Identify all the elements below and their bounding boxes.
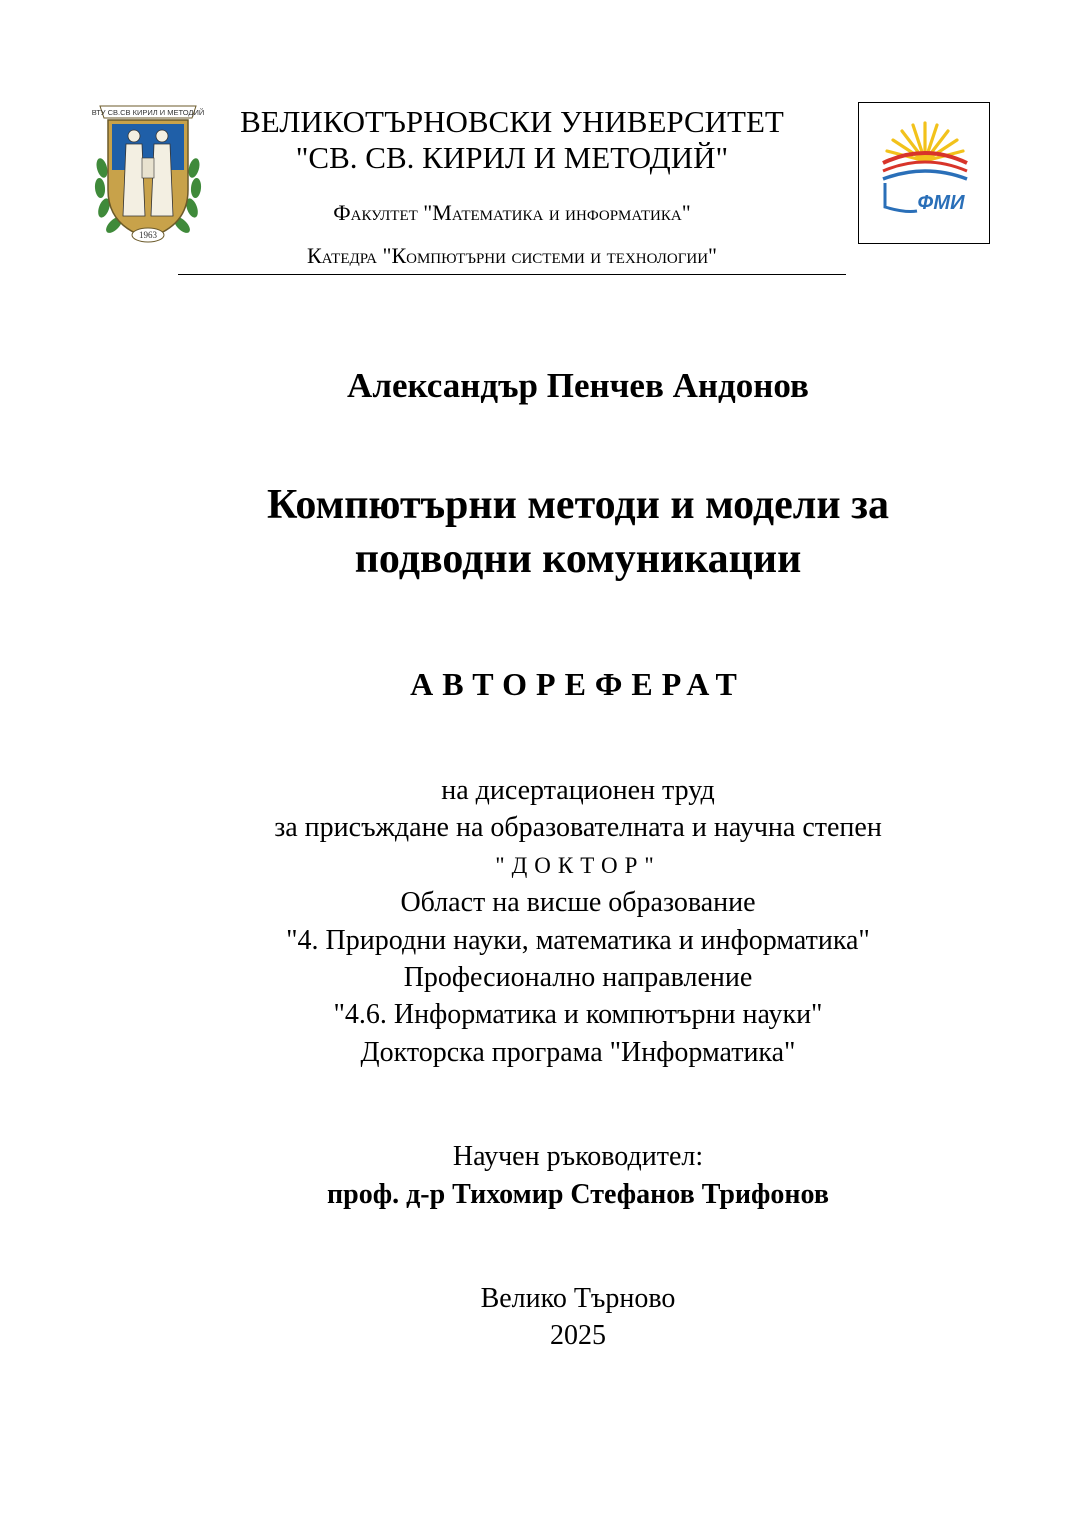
- details-degree: "ДОКТОР": [495, 852, 661, 878]
- header-divider: [178, 274, 846, 275]
- faculty-logo-text: ФМИ: [917, 192, 965, 214]
- details-line-direction: "4.6. Информатика и компютърни науки": [333, 999, 823, 1031]
- university-name-line2: "СВ. СВ. КИРИЛ И МЕТОДИЙ": [295, 140, 729, 175]
- faculty-logo: [875, 113, 975, 231]
- faculty-logo-frame: [858, 102, 990, 244]
- details-line-field: "4. Природни науки, математика и информатика": [286, 924, 870, 956]
- year: 2025: [550, 1320, 606, 1351]
- faculty-name: Факултет "Математика и информатика": [333, 200, 691, 225]
- supervisor-label: Научен ръководител:: [452, 1141, 704, 1172]
- thesis-title: [80, 478, 1076, 586]
- thesis-title-line1: Компютърни методи и модели за: [267, 482, 889, 528]
- place: Велико Търново: [480, 1283, 676, 1314]
- degree-details: [80, 772, 1076, 1071]
- details-line-program: Докторска програма "Информатика": [360, 1036, 796, 1068]
- author-name: Александър Пенчев Андонов: [347, 366, 809, 405]
- crest-ribbon-text: ВТУ СВ.СВ КИРИЛ И МЕТОДИЙ: [92, 108, 204, 117]
- department-name: Катедра "Компютърни системи и технологии": [306, 243, 718, 268]
- university-name-line1: ВЕЛИКОТЪРНОВСКИ УНИВЕРСИТЕТ: [240, 104, 784, 139]
- details-line-award: за присъждане на образователната и научна степен: [274, 812, 882, 844]
- details-line-dissertation: на дисертационен труд: [441, 775, 715, 806]
- details-line-direction-label: Професионално направление: [403, 962, 753, 994]
- crest-year-text: 1963: [139, 230, 157, 240]
- supervisor-name: проф. д-р Тихомир Стефанов Трифонов: [327, 1179, 829, 1210]
- thesis-title-line2: подводни комуникации: [354, 536, 802, 582]
- document-type: АВТОРЕФЕРАТ: [410, 666, 746, 702]
- details-line-field-label: Област на висше образование: [400, 887, 756, 919]
